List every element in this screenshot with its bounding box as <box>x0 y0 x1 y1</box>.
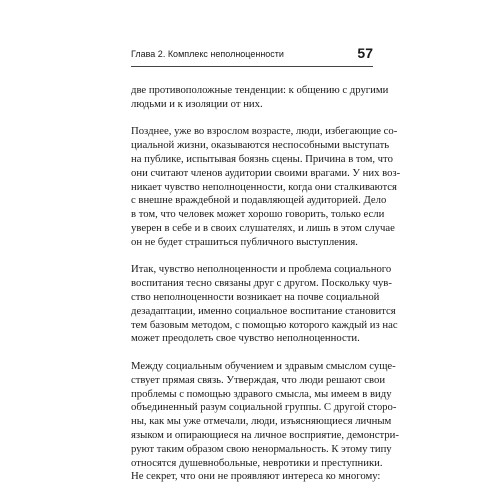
page-header <box>131 47 373 63</box>
paragraph-2 <box>131 125 401 249</box>
text-line: руют таким образом свою ненормальность. К этому типу <box>131 442 392 455</box>
text-line: ны, как мы уже отмечали, люди, изъясняющиеся личным <box>131 415 392 428</box>
text-line: Итак, чувство неполноценности и проблема социального <box>131 263 392 276</box>
text-line: ство неполноценности возникает на почве социальной <box>131 290 380 303</box>
text-line: Позднее, уже во взрослом возрасте, люди, избегающие со- <box>131 125 398 138</box>
text-line: он не будет страшиться публичного выступления. <box>131 235 358 248</box>
text-line: языком и опирающиеся на личное восприятие, демонстри- <box>131 428 399 441</box>
text-line: уверен в себе и в своих слушателях, и лишь в этом случае <box>131 221 395 234</box>
paragraph-1 <box>131 84 389 112</box>
paragraph-gap <box>131 346 373 360</box>
text-line: воспитания тесно связаны друг с другом. Поскольку чув- <box>131 277 392 290</box>
paragraph-gap <box>131 250 373 264</box>
page-number: 57 <box>357 45 373 61</box>
paragraph-gap <box>131 112 373 126</box>
text-line: людьми и к изоляции от них. <box>131 97 263 110</box>
paragraph-4 <box>131 359 399 484</box>
text-line: проблемы с помощью здравого смысла, мы имеем в виду <box>131 387 392 400</box>
text-line: ствует прямая связь. Утверждая, что люди решают свои <box>131 373 386 386</box>
text-line: циальной жизни, оказываются неспособными выступать <box>131 139 390 152</box>
text-line: объединенный разум социальной группы. С другой сторо- <box>131 401 397 414</box>
text-line: тем базовым методом, с помощью которого каждый из нас <box>131 318 398 331</box>
text-line: они считают членов аудитории своими врагами. У них воз- <box>131 166 401 179</box>
text-line: дезадаптации, именно социальное воспитание становится <box>131 304 396 317</box>
text-line: может преодолеть свое чувство неполноценности. <box>131 332 360 345</box>
text-line: на публике, испытывая боязнь сцены. Причина в том, что <box>131 152 393 165</box>
body-text <box>131 84 401 484</box>
text-line: в том, что человек может хорошо говорить, только если <box>131 208 385 221</box>
text-line: Не секрет, что они не проявляют интереса ко многому: <box>131 470 381 483</box>
text-line: две противоположные тенденции: к общению с другими <box>131 84 389 96</box>
text-line: относятся душевнобольные, невротики и преступники. <box>131 456 383 469</box>
paragraph-3 <box>131 263 398 346</box>
header-rule <box>131 66 373 67</box>
text-line: никает чувство неполноценности, когда они сталкиваются <box>131 180 397 193</box>
text-line: Между социальным обучением и здравым смыслом суще- <box>131 359 396 372</box>
running-head-chapter-title: Глава 2. Комплекс неполноценности <box>131 49 284 59</box>
text-line: с внешне враждебной и подавляющей аудиторией. Дело <box>131 194 387 207</box>
